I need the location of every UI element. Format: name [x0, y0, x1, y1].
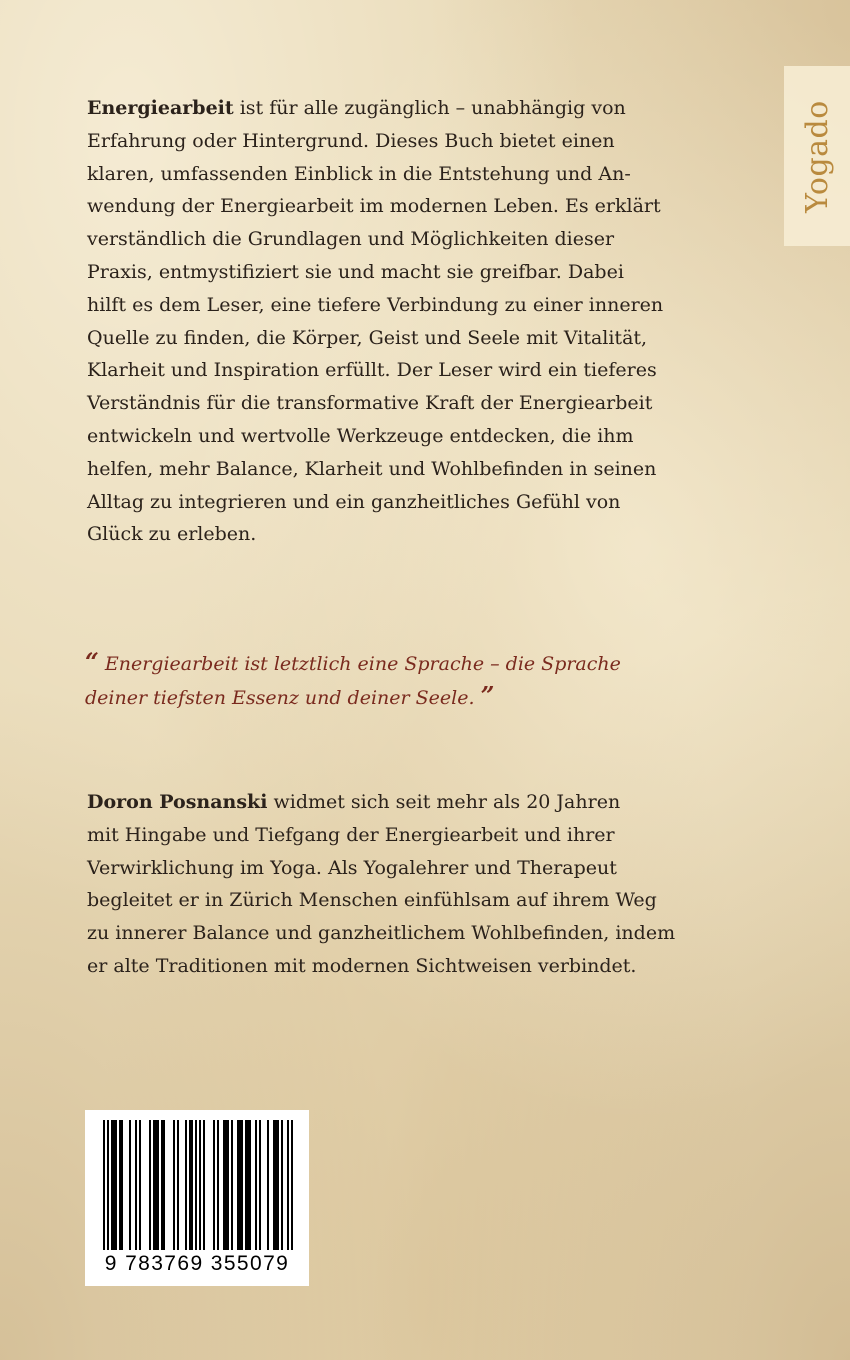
- publisher-name: Yogado: [799, 99, 835, 213]
- barcode-bar: [291, 1120, 293, 1250]
- barcode-bar: [149, 1120, 151, 1250]
- barcode-bar: [217, 1120, 219, 1250]
- barcode-bar: [267, 1120, 269, 1250]
- barcode-bar: [281, 1120, 283, 1250]
- bio-line: Verwirklichung im Yoga. Als Yogalehrer und Therapeut: [87, 856, 617, 879]
- bio-line: mit Hingabe und Tiefgang der Energiearbeit und ihrer: [87, 823, 615, 846]
- blurb-line: Praxis, entmystifiziert sie und macht sie greifbar. Dabei: [87, 260, 624, 283]
- open-quote-mark: “: [85, 647, 99, 676]
- bio-line: zu innerer Balance und ganzheitlichem Wohlbefinden, indem: [87, 922, 676, 945]
- barcode-bar: [185, 1120, 187, 1250]
- bio-line-1: [87, 786, 687, 819]
- barcode-bar: [177, 1120, 179, 1250]
- barcode-bar: [255, 1120, 257, 1250]
- barcode-bar: [203, 1120, 205, 1250]
- quote-text-1: Energiearbeit ist letztlich eine Sprache – die Sprache: [104, 653, 621, 675]
- blurb-line: Glück zu erleben.: [87, 523, 257, 546]
- barcode-bar: [139, 1120, 141, 1250]
- quote-line-2: [85, 680, 705, 714]
- barcode-bar: [111, 1120, 117, 1250]
- isbn-barcode: [85, 1110, 309, 1286]
- barcode-bar: [223, 1120, 229, 1250]
- barcode-bar: [119, 1120, 123, 1250]
- pull-quote: [85, 646, 705, 714]
- author-bio: [87, 786, 687, 983]
- bio-line-1-text: widmet sich seit mehr als 20 Jahren: [267, 791, 621, 813]
- barcode-bar: [259, 1120, 261, 1250]
- isbn-number: 9 783769 355079: [104, 1252, 290, 1275]
- blurb-line: Verständnis für die transformative Kraft der Energiearbeit: [87, 392, 653, 415]
- blurb-line: klaren, umfassenden Einblick in die Entstehung und An-: [87, 162, 631, 185]
- blurb-bold-lead: Energiearbeit: [87, 97, 234, 119]
- quote-text-2: deiner tiefsten Essenz und deiner Seele.: [85, 687, 475, 709]
- barcode-bar: [103, 1120, 105, 1250]
- blurb-line: Alltag zu integrieren und ein ganzheitliches Gefühl von: [87, 490, 621, 513]
- close-quote-mark: ”: [480, 681, 495, 710]
- blurb-line: Klarheit und Inspiration erfüllt. Der Leser wird ein tieferes: [87, 359, 657, 382]
- blurb-line-1-text: ist für alle zugänglich – unabhängig von: [233, 97, 626, 119]
- blurb-line: hilft es dem Leser, eine tiefere Verbindung zu einer inneren: [87, 293, 664, 316]
- barcode-bar: [231, 1120, 233, 1250]
- blurb-line: helfen, mehr Balance, Klarheit und Wohlbefinden in seinen: [87, 457, 657, 480]
- barcode-bar: [245, 1120, 251, 1250]
- blurb-line: entwickeln und wertvolle Werkzeuge entdecken, die ihm: [87, 424, 634, 447]
- blurb-paragraph: [87, 92, 687, 551]
- barcode-bar: [173, 1120, 175, 1250]
- barcode-bar: [195, 1120, 197, 1250]
- barcode-bar: [135, 1120, 137, 1250]
- blurb-line: Erfahrung oder Hintergrund. Dieses Buch bietet einen: [87, 129, 615, 152]
- barcode-bar: [199, 1120, 201, 1250]
- bio-line: begleitet er in Zürich Menschen einfühlsam auf ihrem Weg: [87, 889, 657, 912]
- barcode-bar: [129, 1120, 131, 1250]
- quote-line-1: [85, 646, 705, 680]
- blurb-line: Quelle zu finden, die Körper, Geist und Seele mit Vitalität,: [87, 326, 648, 349]
- barcode-bar: [237, 1120, 243, 1250]
- blurb-line: wendung der Energiearbeit im modernen Leben. Es erklärt: [87, 195, 661, 218]
- blurb-line-1: [87, 92, 687, 125]
- publisher-tab: [784, 66, 850, 246]
- barcode-bar: [153, 1120, 159, 1250]
- barcode-bar: [273, 1120, 279, 1250]
- barcode-bar: [107, 1120, 109, 1250]
- bio-line: er alte Traditionen mit modernen Sichtweisen verbindet.: [87, 954, 637, 977]
- blurb-line: verständlich die Grundlagen und Möglichkeiten dieser: [87, 228, 615, 251]
- author-name: Doron Posnanski: [87, 791, 268, 813]
- barcode-bar: [213, 1120, 215, 1250]
- barcode-bar: [287, 1120, 289, 1250]
- barcode-bar: [161, 1120, 165, 1250]
- barcode-bar: [189, 1120, 193, 1250]
